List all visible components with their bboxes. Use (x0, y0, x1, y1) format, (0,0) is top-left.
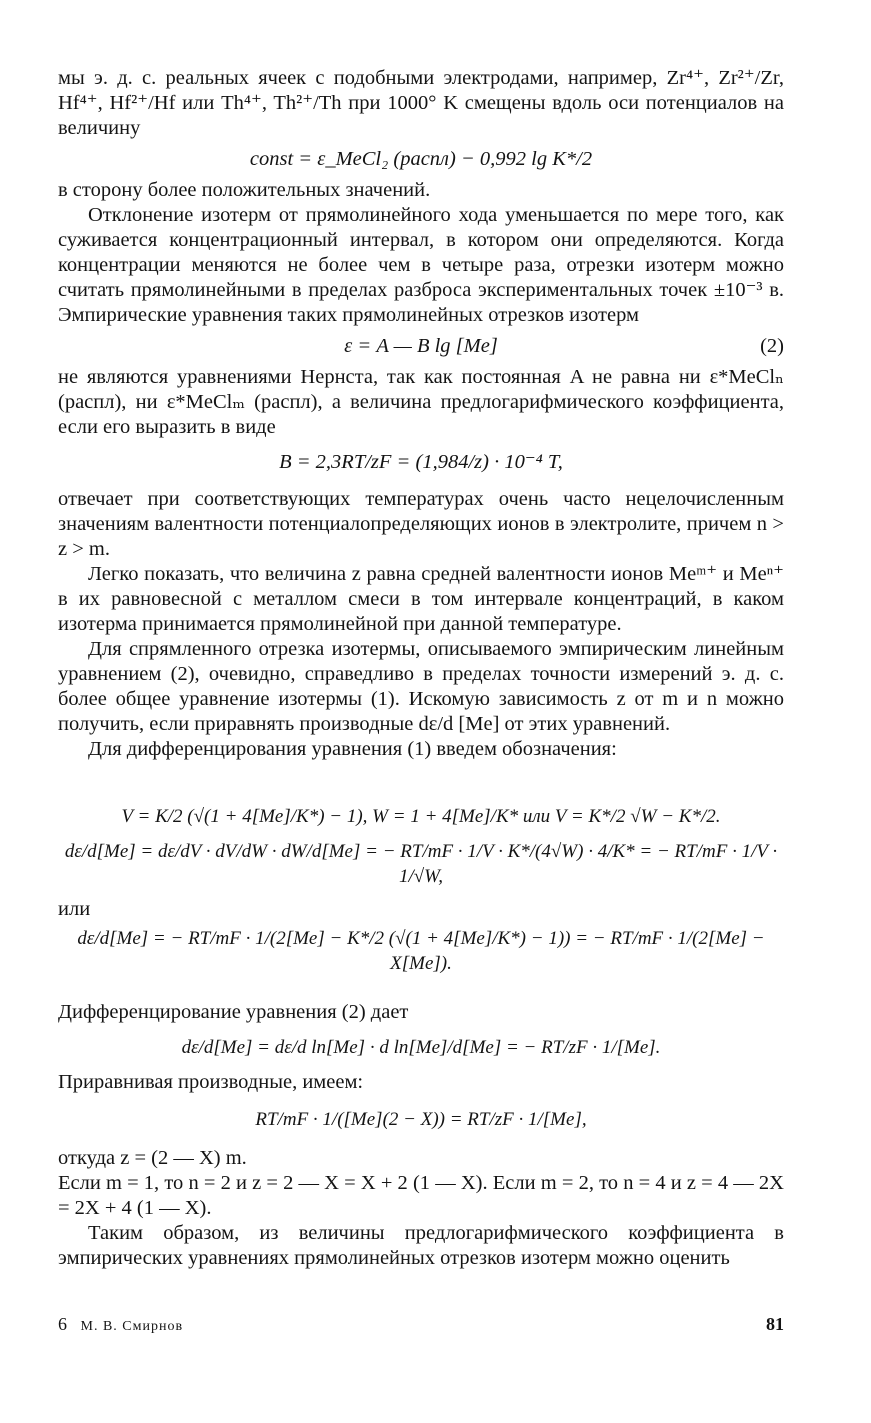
equation-derivative-full: dε/d[Me] = − RT/mF · 1/(2[Me] − K*/2 (√(1 + 4[Me]/K*) − 1)) = − RT/mF · 1/(2[Me] − X[Me]). (77, 928, 765, 974)
equation-V: V = K/2 (√(1 + 4[Me]/K*) − 1), W = 1 + 4[Me]/K* или V = K*/2 √W − K*/2. (121, 806, 721, 827)
paragraph-12: Таким образом, из величины предлогарифмического коэффициента в эмпирических уравнениях прямолинейных отрезков изотерм можно оценить (58, 1222, 784, 1269)
paragraph-4: не являются уравнениями Нернста, так как постоянная A не равна ни ε*MeClₙ (распл), ни ε*MeClₘ (распл), а величина предлогарифмического коэффициента, если его выразить в виде (58, 366, 784, 438)
equation-2: ε = A — B lg [Me] (344, 335, 498, 357)
paragraph-7: Для спрямленного отрезка изотермы, описываемого эмпирическим линейным уравнением (2), очевидно, справедливо в пределах точности измерений э. д. с. более общее уравнение изотермы (1). Искомую зависимость z от m и n можно получить, если приравнять производные dε/d [Me] от этих уравнений. (58, 638, 784, 735)
equation-diff-2: dε/d[Me] = dε/d ln[Me] · d ln[Me]/d[Me] = − RT/zF · 1/[Me]. (181, 1037, 661, 1058)
paragraph-8: Для дифференцирования уравнения (1) введем обозначения: (88, 738, 617, 760)
paragraph-11b: Если m = 1, то n = 2 и z = 2 — X = X + 2 (1 — X). Если m = 2, то n = 4 и z = 4 — 2X = 2X + 4 (1 — X). (58, 1172, 784, 1219)
derivation-block (58, 800, 784, 1271)
equation-equal: RT/mF · 1/([Me](2 − X)) = RT/zF · 1/[Me], (255, 1109, 587, 1130)
paragraph-5: отвечает при соответствующих температурах очень часто нецелочисленным значениям валентности потенциалопределяющих ионов в электролите, причем n > z > m. (58, 488, 784, 560)
paragraph-9: Дифференцирование уравнения (2) дает (58, 1001, 409, 1023)
equation-derivative-chain: dε/d[Me] = dε/dV · dV/dW · dW/d[Me] = − RT/mF · 1/V · K*/(4√W) · 4/K* = − RT/mF · 1/V · 1/√W, (64, 841, 778, 887)
paragraph-1: мы э. д. с. реальных ячеек с подобными электродами, например, Zr⁴⁺, Zr²⁺/Zr, Hf⁴⁺, Hf²⁺/Hf или Th⁴⁺, Th²⁺/Th при 1000° K смещены вдоль оси потенциалов на величину (58, 67, 784, 139)
paragraph-11a: откуда z = (2 — X) m. (58, 1147, 247, 1169)
equation-B: B = 2,3RT/zF = (1,984/z) · 10⁻⁴ T, (279, 451, 563, 473)
paragraph-10: Приравнивая производные, имеем: (58, 1071, 364, 1093)
paragraph-2: в сторону более положительных значений. (58, 179, 431, 201)
equation-2-number: (2) (760, 335, 784, 357)
author-name: М. В. Смирнов (80, 1319, 184, 1334)
paragraph-6: Легко показать, что величина z равна средней валентности ионов Meᵐ⁺ и Meⁿ⁺ в их равновесной с металлом смеси в том интервале концентраций, в каком изотерма принимается прямолинейной при данной температуре. (58, 563, 784, 635)
paragraph-3: Отклонение изотерм от прямолинейного хода уменьшается по мере того, как суживается концентрационный интервал, в котором они определяются. Когда концентрации меняются не более чем в четыре раза, отрезки изотерм можно считать прямолинейными в пределах разброса экспериментальных точек ±10⁻³ в. Эмпирические уравнения таких прямолинейных отрезков изотерм (58, 204, 784, 326)
equation-2-line (58, 334, 784, 359)
page-number: 81 (766, 1314, 784, 1334)
footer-signature (58, 1314, 183, 1335)
text-block-top (58, 66, 784, 762)
equation-const: const = ε_MeCl₂ (распл) − 0,992 lg K*/2 (249, 148, 593, 170)
signature-number: 6 (58, 1314, 67, 1334)
word-ili: или (58, 898, 91, 920)
